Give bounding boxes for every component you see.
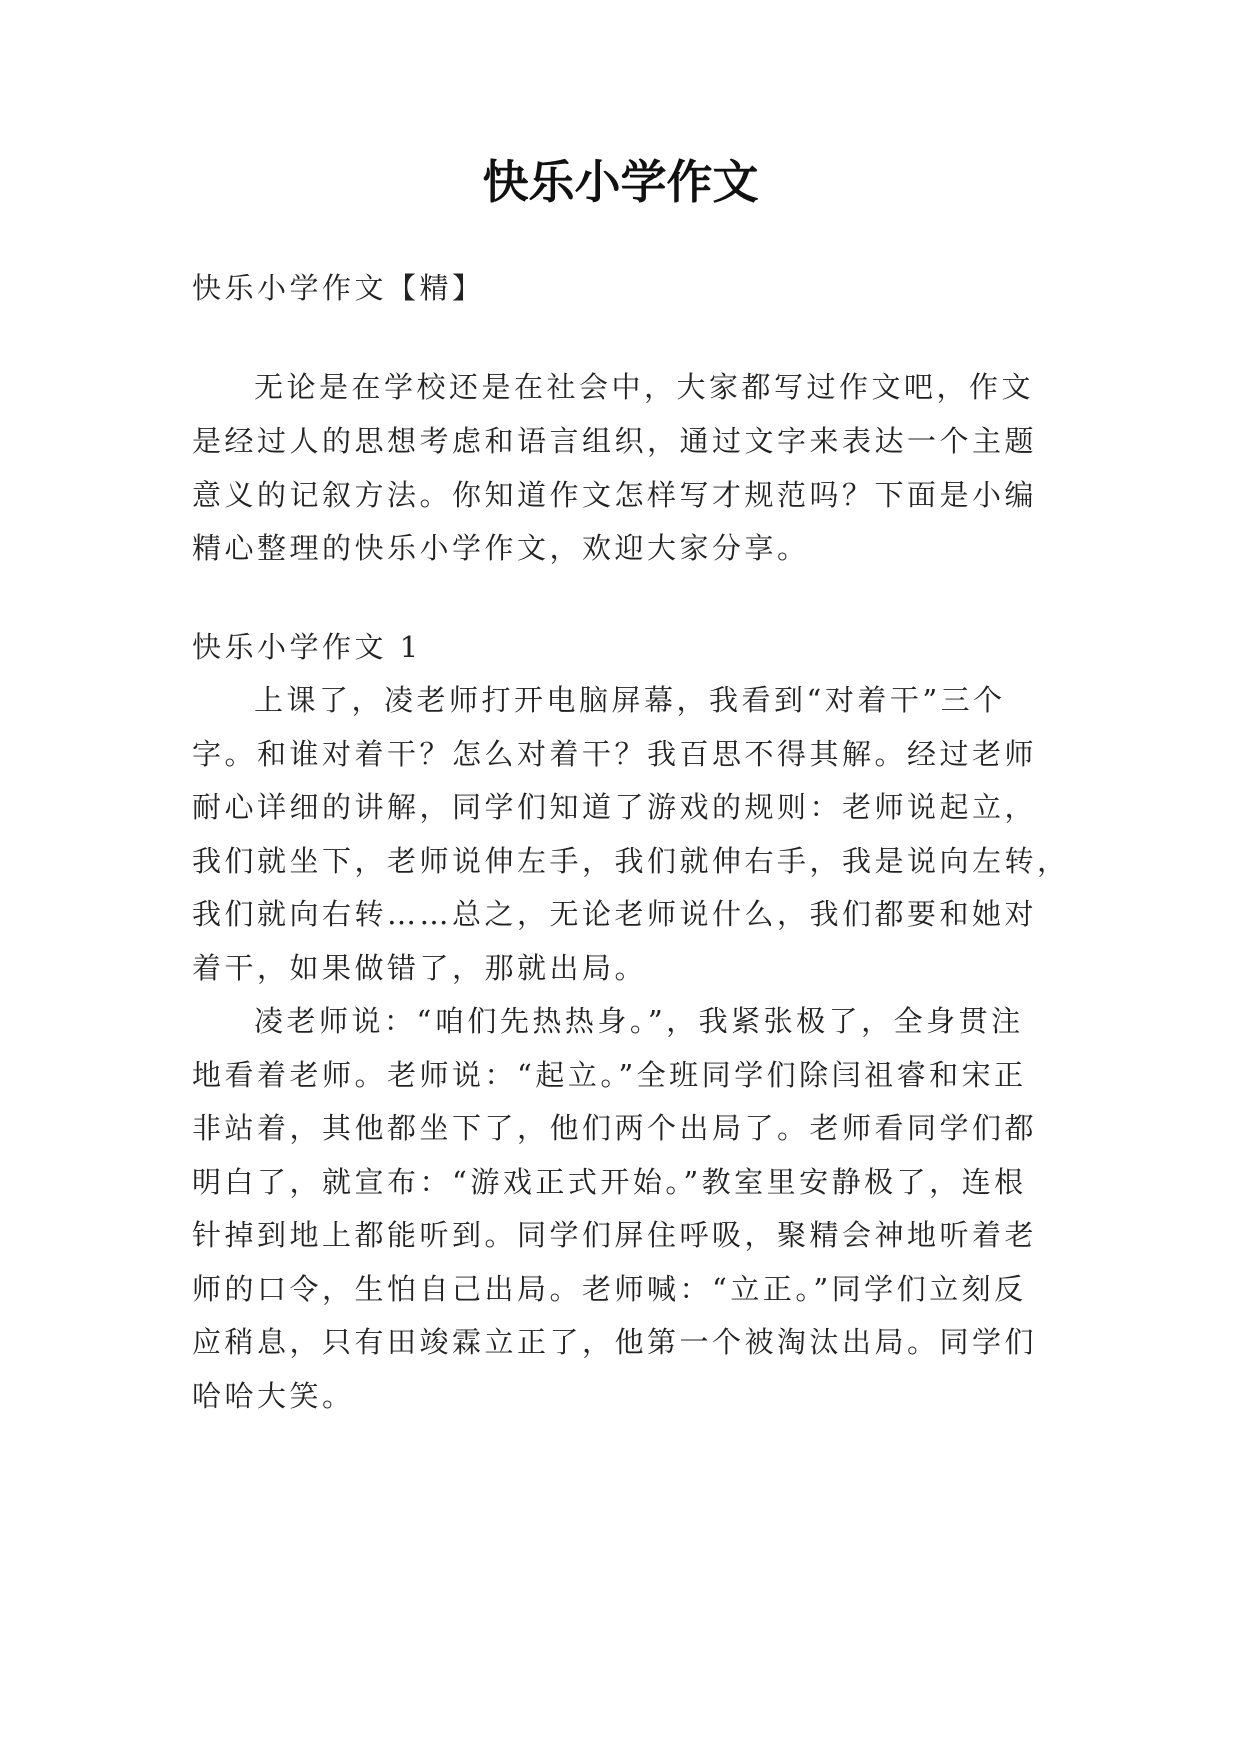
paragraph2-line: 针掉到地上都能听到。同学们屏住呼吸，聚精会神地听着老 xyxy=(192,1218,1038,1252)
paragraph1-line: 我们就坐下，老师说伸左手，我们就伸右手，我是说向左转， xyxy=(192,844,1070,878)
paragraph2-line: 地看着老师。老师说：“起立。”全班同学们除闫祖睿和宋正 xyxy=(192,1058,1027,1092)
paragraph1-line: 着干，如果做错了，那就出局。 xyxy=(192,951,648,985)
document-subtitle: 快乐小学作文【精】 xyxy=(192,271,485,305)
paragraph2-line: 明白了，就宣布：“游戏正式开始。”教室里安静极了，连根 xyxy=(192,1165,1027,1199)
paragraph1-line: 我们就向右转……总之，无论老师说什么，我们都要和她对 xyxy=(192,897,1038,931)
intro-line: 意义的记叙方法。你知道作文怎样写才规范吗？下面是小编 xyxy=(192,478,1038,512)
paragraph2-line: 师的口令，生怕自己出局。老师喊：“立正。”同学们立刻反 xyxy=(192,1272,1027,1306)
paragraph1-line: 字。和谁对着干？怎么对着干？我百思不得其解。经过老师 xyxy=(192,737,1038,771)
paragraph2-line: 凌老师说：“咱们先热热身。”，我紧张极了，全身贯注 xyxy=(254,1004,1024,1038)
paragraph2-line: 应稍息，只有田竣霖立正了，他第一个被淘汰出局。同学们 xyxy=(192,1325,1038,1359)
document-title: 快乐小学作文 xyxy=(482,155,759,209)
paragraph2-line: 非站着，其他都坐下了，他们两个出局了。老师看同学们都 xyxy=(192,1111,1038,1145)
intro-line: 精心整理的快乐小学作文，欢迎大家分享。 xyxy=(192,531,810,565)
intro-line: 是经过人的思想考虑和语言组织，通过文字来表达一个主题 xyxy=(192,424,1038,458)
paragraph2-line: 哈哈大笑。 xyxy=(192,1379,355,1413)
section-heading: 快乐小学作文 1 xyxy=(192,630,422,664)
intro-line: 无论是在学校还是在社会中，大家都写过作文吧，作文 xyxy=(254,370,1035,404)
paragraph1-line: 耐心详细的讲解，同学们知道了游戏的规则：老师说起立， xyxy=(192,790,1038,824)
paragraph1-line: 上课了，凌老师打开电脑屏幕，我看到“对着干”三个 xyxy=(254,683,1006,717)
